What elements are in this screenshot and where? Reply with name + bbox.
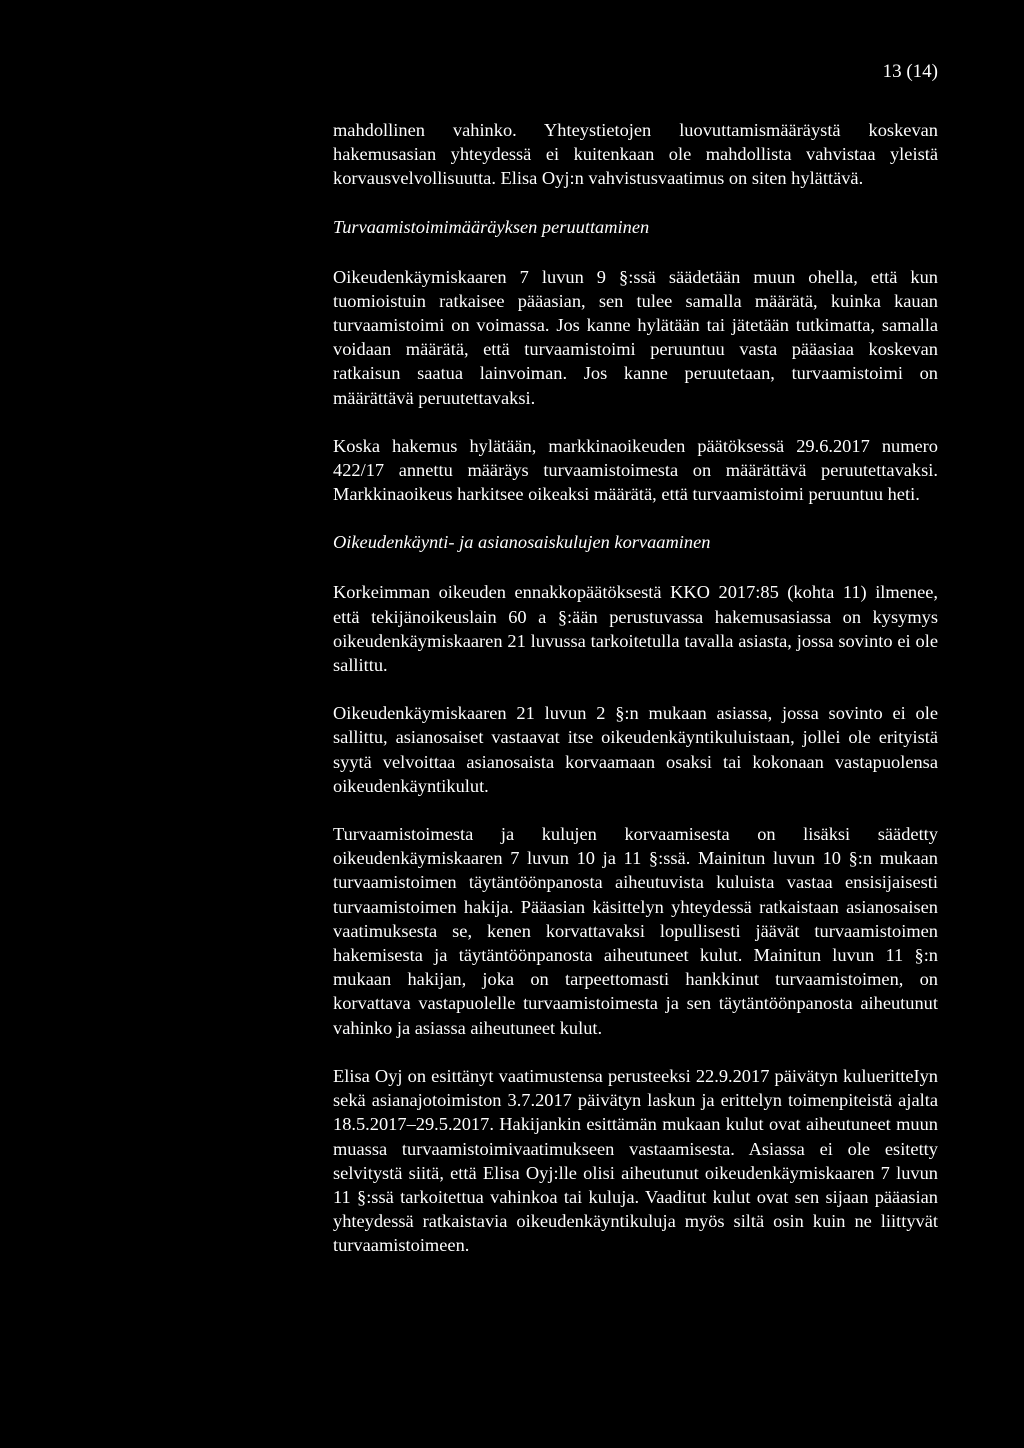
paragraph-procedural-code-7-10-11: Turvaamistoimesta ja kulujen korvaamisesta on lisäksi säädetty oikeudenkäymiskaaren 7 luvun 10 ja 11 §:ssä. Mainitun luvun 10 §:n mukaan turvaamistoimen täytäntöönpanosta aiheutuvista kuluista vastaa ensisijaisesti turvaamistoimen hakija. Pääasian käsittelyn yhteydessä ratkaistaan asianosaisen vaatimuksesta se, kenen korvattavaksi lopullisesti jäävät turvaamistoimen hakemisesta ja täytäntöönpanosta aiheutuneet kulut. Mainitun luvun 11 §:n mukaan hakijan, joka on tarpeettomasti hankkinut turvaamistoimen, on korvattava vastapuolelle turvaamistoimesta ja sen täytäntöönpanosta aiheutunut vahinko ja asiassa aiheutuneet kulut.	[333, 824, 938, 1038]
paragraph-procedural-code-7-9: Oikeudenkäymiskaaren 7 luvun 9 §:ssä säädetään muun ohella, että kun tuomioistuin ratkaisee pääasian, sen tulee samalla määrätä, kuinka kauan turvaamistoimi on voimassa. Jos kanne hylätään tai jätetään tutkimatta, samalla voidaan määrätä, että turvaamistoimi peruuntuu vasta pääasiaa koskevan ratkaisun saatua lainvoiman. Jos kanne peruutetaan, turvaamistoimi on määrättävä peruutettavaksi.	[333, 266, 938, 408]
paragraph-procedural-code-21-2: Oikeudenkäymiskaaren 21 luvun 2 §:n mukaan asiassa, jossa sovinto ei ole sallittu, asianosaiset vastaavat itse oikeudenkäyntikuluistaan, jollei ole erityistä syytä velvoittaa asianosaista korvaamaan osaksi tai kokonaan vastapuolensa oikeudenkäyntikulut.	[333, 703, 938, 796]
paragraph-application-rejected: Koska hakemus hylätään, markkinaoikeuden päätöksessä 29.6.2017 numero 422/17 annettu määräys turvaamistoimesta on määrättävä peruutettavaksi. Markkinaoikeus harkitsee oikeaksi määrätä, että turvaamistoimi peruuntuu heti.	[333, 435, 938, 505]
heading-withdrawal-of-precautionary-measure: Turvaamistoimimääräyksen peruuttaminen	[333, 216, 650, 237]
paragraph-damage-conclusion: mahdollinen vahinko. Yhteystietojen luovuttamismääräystä koskevan hakemusasian yhteydessä ei kuitenkaan ole mahdollista vahvistaa yleistä korvausvelvollisuutta. Elisa Oyj:n vahvistusvaatimus on siten hylättävä.	[333, 120, 938, 189]
document-body	[333, 118, 938, 1282]
paragraph-kko-2017-85: Korkeimman oikeuden ennakkopäätöksestä KKO 2017:85 (kohta 11) ilmenee, että tekijänoikeuslain 60 a §:ään perustuvassa hakemusasiassa on kysymys oikeudenkäymiskaaren 21 luvussa tarkoitetulla tavalla asiasta, jossa sovinto ei ole sallittu.	[333, 582, 938, 676]
paragraph-elisa-costs-claim: Elisa Oyj on esittänyt vaatimustensa perusteeksi 22.9.2017 päivätyn kulueritteIyn sekä asianajotoimiston 3.7.2017 päivätyn laskun ja erittelyn toimenpiteistä ajalta 18.5.2017–29.5.2017. Hakijankin esittämän mukaan kulut ovat aiheutuneet muun muassa turvaamistoimivaatimukseen vastaamisesta. Asiassa ei ole esitetty selvitystä siitä, että Elisa Oyj:lle olisi aiheutunut oikeudenkäymiskaaren 7 luvun 11 §:ssä tarkoitettua vahinkoa tai kuluja. Vaaditut kulut ovat sen sijaan pääasian yhteydessä ratkaistavia oikeudenkäyntikuluja myös siltä osin kuin ne liittyvät turvaamistoimeen.	[333, 1065, 938, 1256]
page-number: 13 (14)	[882, 61, 938, 82]
heading-legal-costs: Oikeudenkäynti- ja asianosaiskulujen korvaaminen	[333, 532, 711, 553]
